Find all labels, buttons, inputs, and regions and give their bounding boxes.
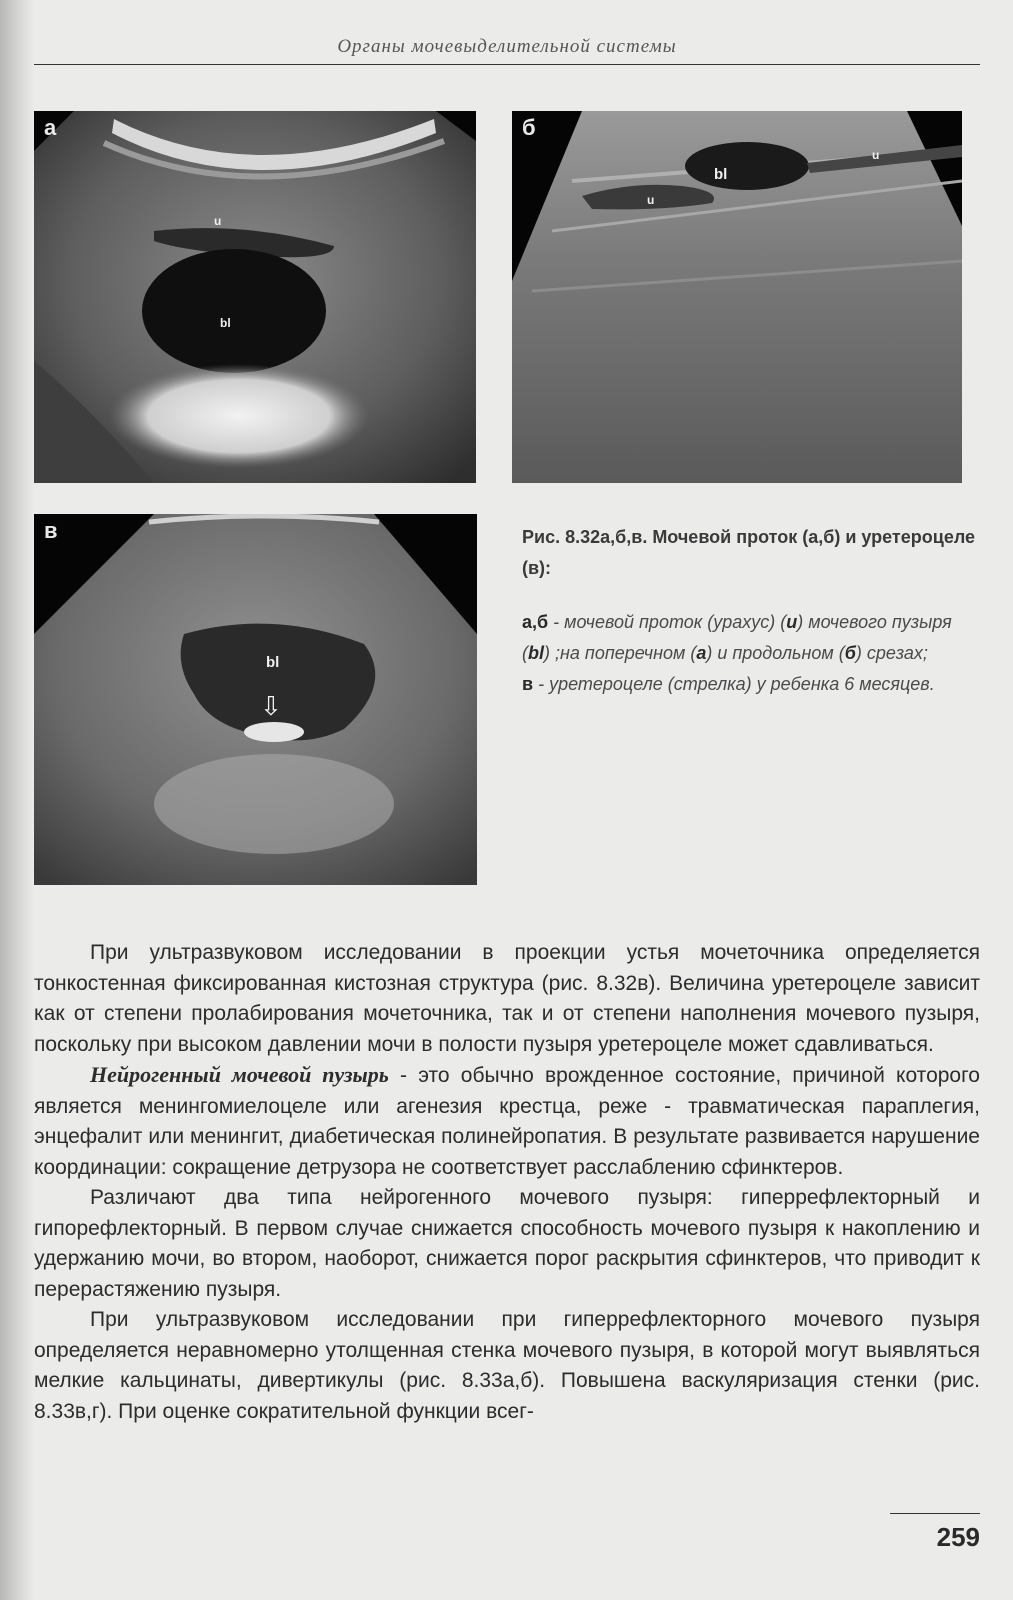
term-neurogenic-bladder: Нейрогенный мочевой пузырь — [90, 1062, 389, 1087]
label-bladder: bl — [714, 166, 728, 183]
label-urachus: u — [214, 214, 222, 228]
panel-letter-b: б — [522, 115, 536, 140]
label-urachus-left: u — [647, 193, 655, 207]
ultrasound-panel-c — [34, 514, 477, 885]
caption-term-bl: bl — [528, 643, 544, 663]
panel-letter-a: а — [44, 115, 57, 140]
running-head: Органы мочевыделительной системы — [337, 36, 677, 57]
caption-key-ab: а,б — [522, 612, 549, 632]
caption-text: ) ;на поперечном ( — [544, 643, 697, 663]
caption-key-v: в — [522, 674, 534, 694]
caption-text: ) мочевого пузыря ( — [522, 612, 952, 663]
paragraph-3: Различают два типа нейрогенного мочевого пузыря: гиперрефлекторный и гипорефлекторный. В первом случае снижается способность мочевого пузыря к накоплению и удержанию мочи, во втором, наоборот, снижается порог раскрытия сфинктеров, что приводит к перерастяжению пузыря. — [34, 1186, 980, 1301]
caption-title: Рис. 8.32а,б,в. Мочевой проток (а,б) и уретероцеле (в): — [522, 527, 976, 578]
ultrasound-panel-b — [512, 111, 962, 483]
body-text — [34, 938, 980, 1427]
paragraph-4: При ультразвуковом исследовании при гиперрефлекторного мочевого пузыря определяется неравномерно утолщенная стенка мочевого пузыря, в которой могут выявляться мелкие кальцинаты, дивертикулы (рис. 8.33а,б). Повышена васкуляризация стенки (рис. 8.33в,г). При оценке сократительной функции всег- — [34, 1308, 980, 1423]
down-arrow-icon: ⇩ — [260, 692, 282, 722]
ultrasound-image-b — [512, 111, 962, 483]
paragraph-2 — [34, 1060, 980, 1183]
page-number: 259 — [936, 1522, 980, 1552]
caption-text: - мочевой проток (урахус) ( — [548, 612, 787, 632]
ultrasound-image-c — [34, 514, 477, 885]
ultrasound-panel-a — [34, 111, 476, 483]
label-bladder: bl — [220, 316, 231, 330]
label-bladder: bl — [266, 654, 280, 671]
paragraph-2-text: - это обычно врожденное состояние, причиной которого является менингомиелоцеле или агенезия крестца, реже - травматическая параплегия, энцефалит или менингит, диабетическая полинейропатия. В результате развивается нарушение координации: сокращение детрузора не соответствует расслаблению сфинктеров. — [34, 1064, 980, 1179]
footer-rule — [890, 1513, 980, 1514]
label-urachus-right: u — [872, 148, 880, 162]
caption-text: ) и продольном ( — [706, 643, 845, 663]
panel-letter-c: в — [44, 518, 58, 543]
header-rule — [34, 64, 980, 65]
caption-term-u: u — [786, 612, 798, 632]
figure-caption — [522, 522, 982, 700]
caption-term-b: б — [844, 643, 856, 663]
page-gutter-shadow — [0, 0, 34, 1600]
caption-term-a: а — [696, 643, 707, 663]
ultrasound-image-a — [34, 111, 476, 483]
caption-text: - уретероцеле (стрелка) у ребенка 6 месяцев. — [533, 674, 935, 694]
caption-body — [522, 607, 982, 700]
paragraph-1: При ультразвуковом исследовании в проекции устья мочеточника определяется тонкостенная фиксированная кистозная структура (рис. 8.32в). Величина уретероцеле зависит как от степени пролабирования мочеточника, так и от степени наполнения мочевого пузыря, поскольку при высоком давлении мочи в полости пузыря уретероцеле может сдавливаться. — [34, 941, 980, 1056]
caption-text: ) срезах; — [855, 643, 928, 663]
